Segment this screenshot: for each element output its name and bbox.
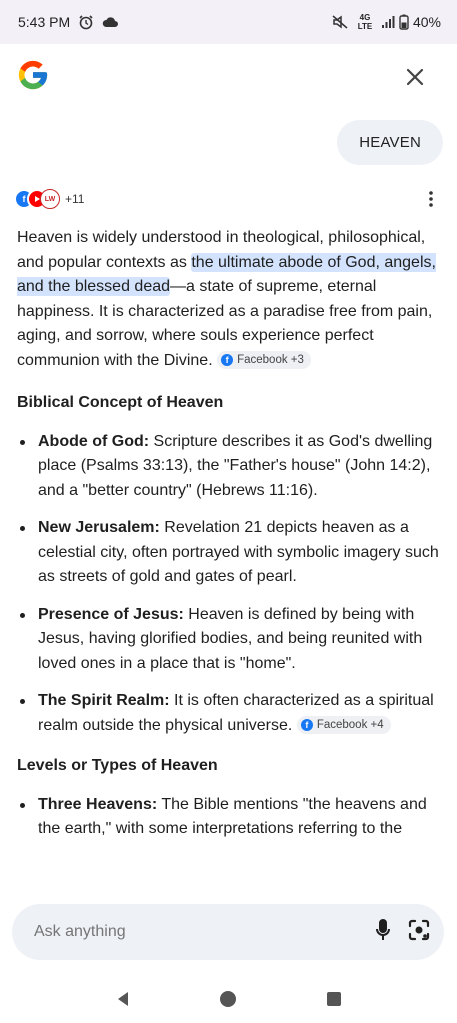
recents-square-icon: [327, 992, 341, 1006]
recents-button[interactable]: [319, 984, 349, 1014]
answer-content: [17, 226, 442, 855]
close-icon: [406, 68, 424, 86]
list-item-text: Heaven is defined by being with Jesus, having glorified bodies, and being reunited with loved ones in a place that is "home".: [38, 605, 423, 672]
cloud-icon: [102, 15, 118, 29]
list-item-text: It is often characterized as a spiritual realm outside the physical universe.: [38, 692, 434, 734]
intro-text-after: —a state of supreme, eternal happiness. It is characterized as a paradise free from pain, aging, and sorrow, where souls experience perfect communion with the Divine.: [17, 278, 433, 369]
more-options-button[interactable]: [419, 187, 443, 211]
sources-row: [14, 186, 443, 212]
list-item-text: Revelation 21 depicts heaven as a celestial city, often portrayed with symbolic imagery such as streets of gold and gates of pearl.: [38, 519, 439, 585]
source-stack[interactable]: [14, 189, 84, 209]
list-item: [17, 603, 442, 677]
home-circle-icon: [219, 990, 237, 1008]
close-button[interactable]: [395, 57, 435, 97]
list-item-term: Three Heavens:: [38, 795, 158, 813]
source-chip-label: Facebook +3: [237, 353, 304, 366]
content-fade: [0, 866, 457, 896]
facebook-icon: f: [301, 719, 313, 731]
list-item-term: The Spirit Realm:: [38, 692, 170, 709]
source-chip[interactable]: [297, 716, 391, 734]
more-vert-icon: [429, 191, 433, 207]
app-header: [0, 44, 457, 110]
section-heading: Levels or Types of Heaven: [17, 757, 218, 774]
highlighted-definition: the ultimate abode of God, angels, and the blessed dead: [17, 253, 436, 295]
battery-percent: 40%: [412, 14, 441, 30]
list-item-term: Abode of God:: [38, 432, 150, 450]
back-triangle-icon: [115, 991, 131, 1007]
bullet-list: [17, 793, 442, 842]
list-item: [17, 689, 442, 738]
list-item-term: New Jerusalem:: [38, 519, 160, 536]
battery-icon: [399, 14, 409, 30]
section-heading: Biblical Concept of Heaven: [17, 394, 224, 411]
source-chip-label: Facebook +4: [316, 718, 384, 731]
back-button[interactable]: [108, 984, 138, 1014]
bullet-list: [17, 430, 442, 739]
alarm-icon: [78, 14, 94, 30]
home-button[interactable]: [213, 984, 243, 1014]
source-count: +11: [65, 192, 85, 206]
ask-bar[interactable]: [12, 904, 444, 960]
answer-intro: [17, 226, 442, 373]
status-bar: [0, 0, 457, 44]
list-item-term: Presence of Jesus:: [38, 605, 184, 623]
camera-search-icon[interactable]: [408, 919, 430, 946]
google-g-icon: [16, 58, 50, 97]
list-item: [17, 430, 442, 504]
network-label: 4G LTE: [357, 13, 373, 31]
clock-time: 5:43 PM: [18, 14, 71, 30]
facebook-icon: f: [221, 354, 233, 366]
user-query-bubble: HEAVEN: [337, 120, 443, 165]
facebook-icon: f: [14, 189, 34, 209]
microphone-icon[interactable]: [376, 919, 390, 946]
lw-source-icon: LW: [40, 189, 60, 209]
intro-text: Heaven is widely understood in theological, philosophical, and popular contexts as: [17, 229, 426, 271]
list-item-text: Scripture describes it as God's dwelling place (Psalms 33:13), the "Father's house" (John 14:2), and a "better country" (Hebrews 11:16).: [38, 432, 433, 499]
list-item: [17, 516, 442, 590]
system-nav-bar: [0, 975, 457, 1023]
signal-icon: [381, 15, 395, 29]
source-chip[interactable]: [217, 351, 311, 369]
ask-input[interactable]: [34, 923, 294, 941]
list-item: [17, 793, 442, 842]
mute-icon: [331, 14, 349, 30]
list-item-text: The Bible mentions "the heavens and the earth," with some interpretations referring to the: [38, 795, 427, 837]
